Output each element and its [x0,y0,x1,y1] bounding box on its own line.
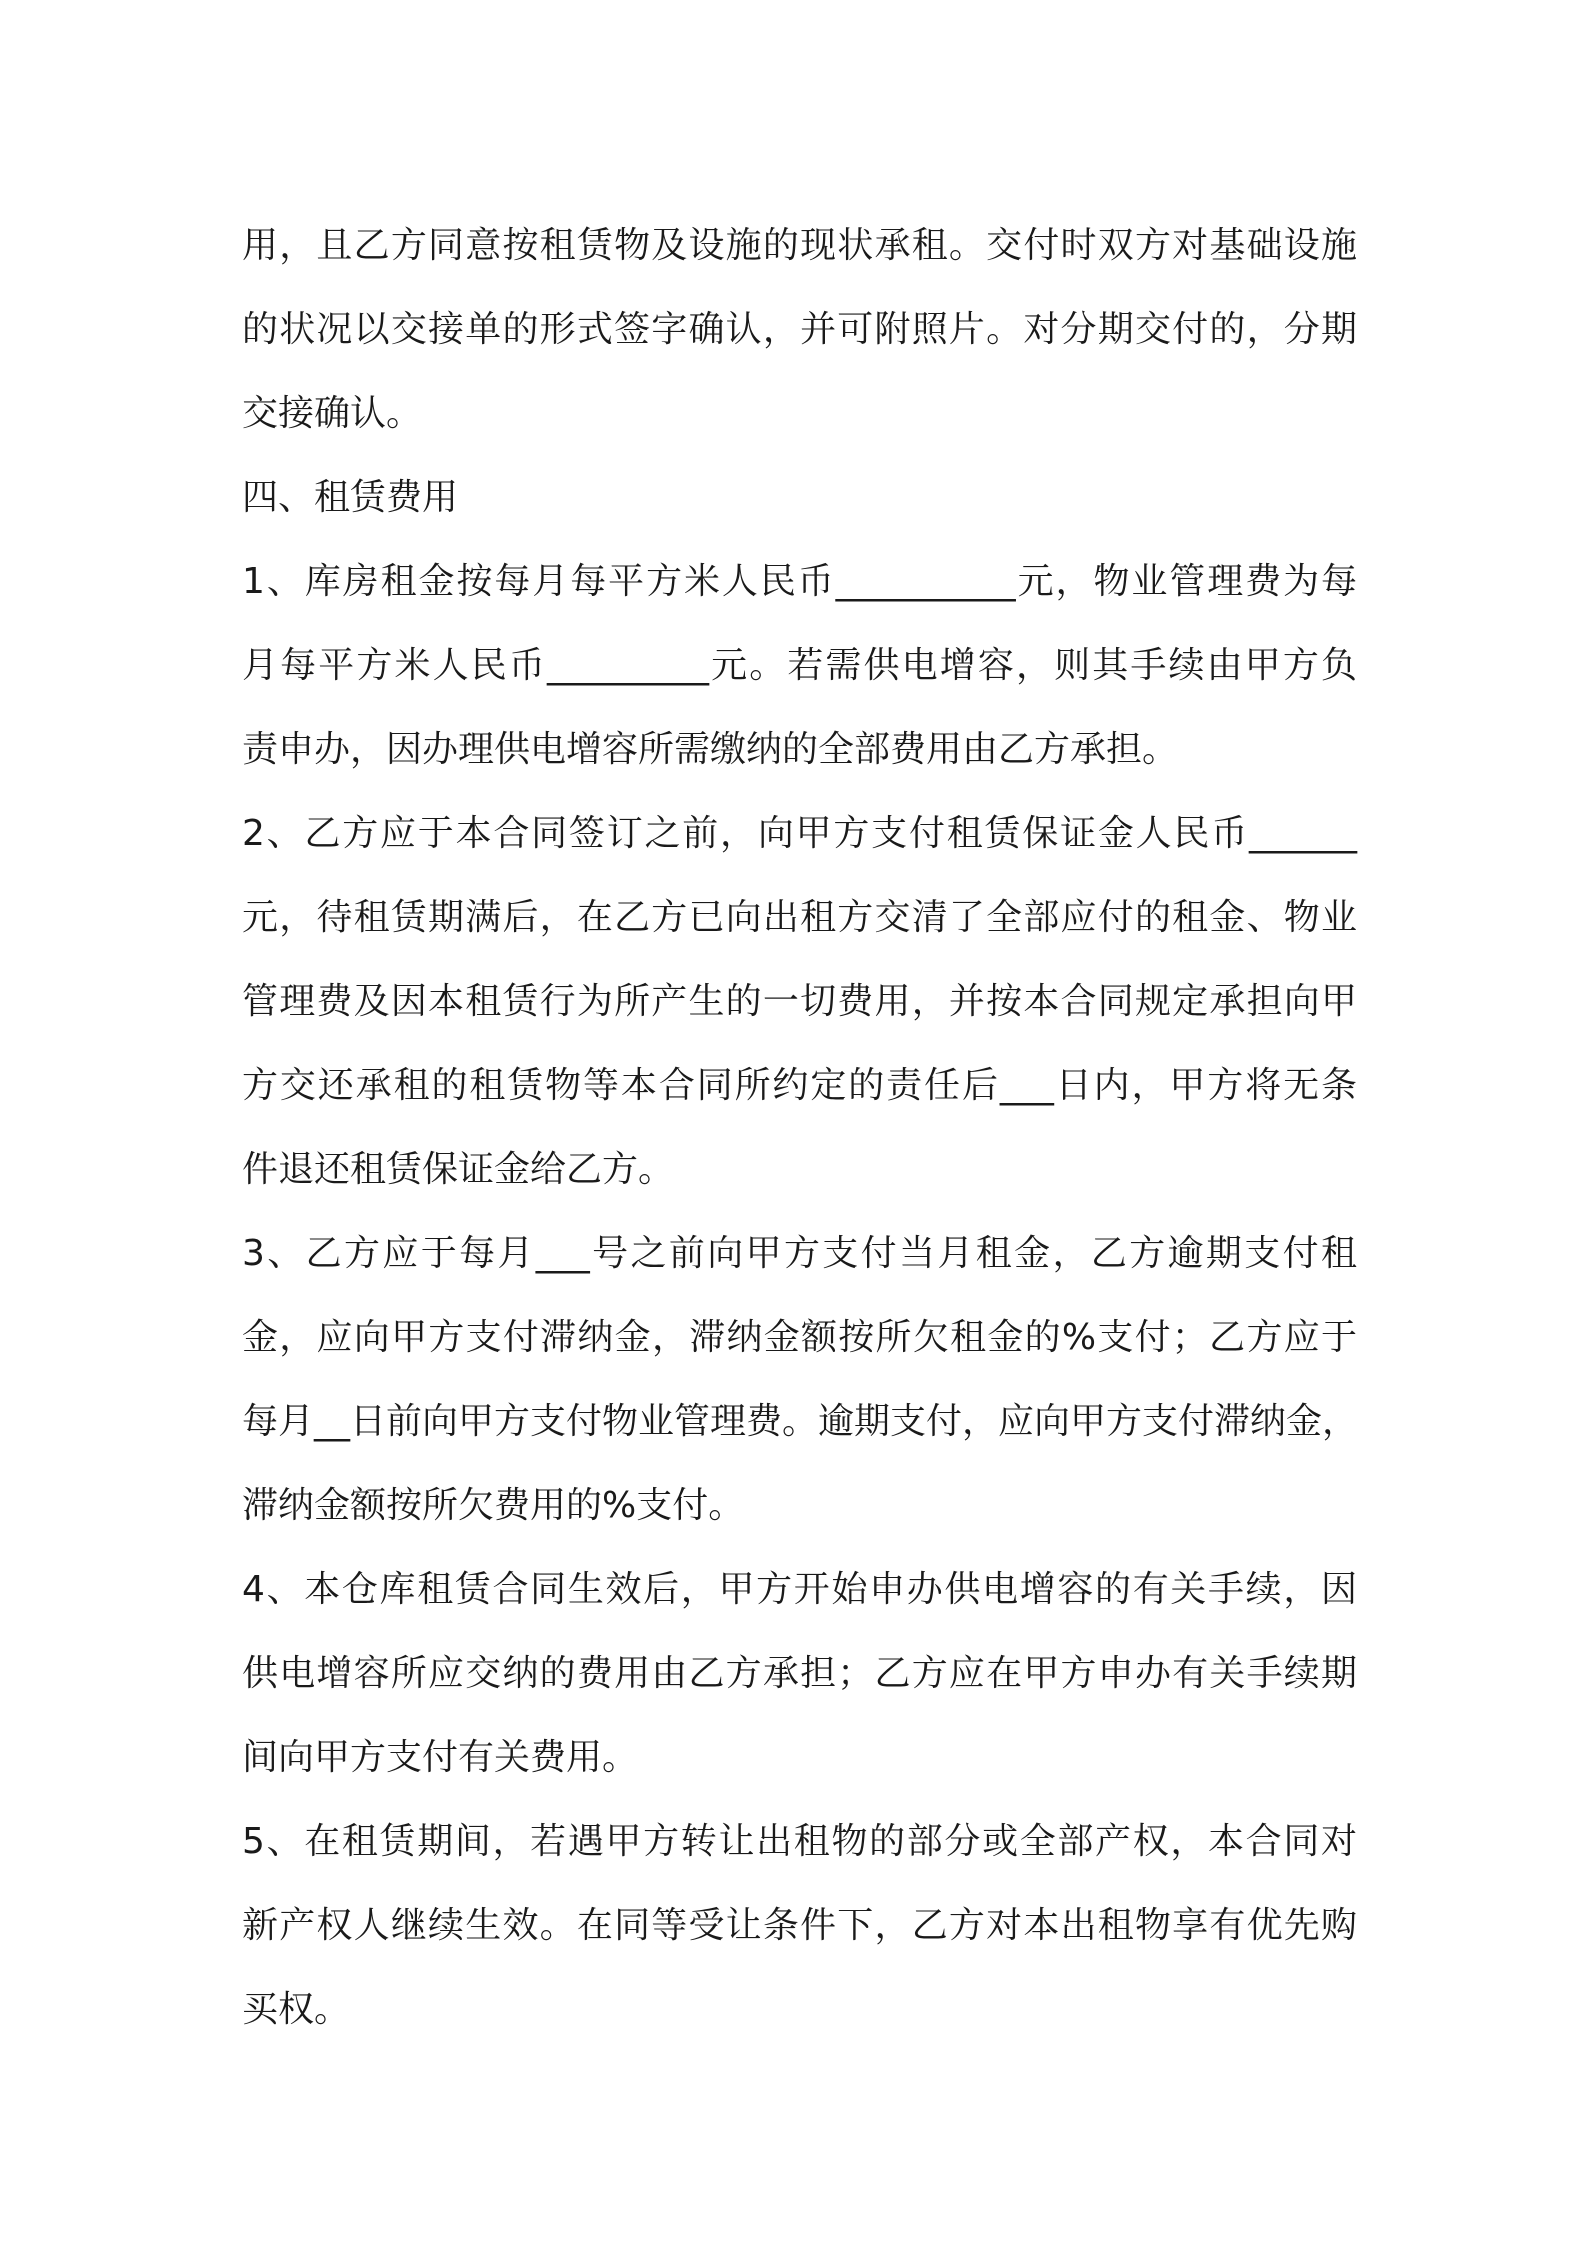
text-line: 每月__日前向甲方支付物业管理费。逾期支付，应向甲方支付滞纳金， [242,1401,1359,1442]
text-line: 新产权人继续生效。在同等受让条件下，乙方对本出租物享有优先购 [242,1905,1357,1946]
document-page [242,204,1357,2052]
clause-5 [242,1800,1357,2052]
text-line: 2、乙方应于本合同签订之前，向甲方支付租赁保证金人民币______ [242,813,1357,854]
text-line: 方交还承租的租赁物等本合同所约定的责任后___日内，甲方将无条 [242,1065,1357,1106]
text-line: 买权。 [242,1989,351,2030]
text-line: 用，且乙方同意按租赁物及设施的现状承租。交付时双方对基础设施 [242,225,1357,266]
text-line: 5、在租赁期间，若遇甲方转让出租物的部分或全部产权，本合同对 [242,1821,1357,1862]
section-heading [242,456,1357,540]
text-line: 月每平方米人民币_________元。若需供电增容，则其手续由甲方负 [242,645,1357,686]
text-line: 金，应向甲方支付滞纳金，滞纳金额按所欠租金的%支付；乙方应于 [242,1317,1357,1358]
text-line: 的状况以交接单的形式签字确认，并可附照片。对分期交付的，分期 [242,309,1357,350]
text-line: 1、库房租金按每月每平方米人民币__________元，物业管理费为每 [242,561,1357,602]
paragraph-continuation [242,204,1357,456]
text-line: 间向甲方支付有关费用。 [242,1737,639,1778]
text-line: 责申办，因办理供电增容所需缴纳的全部费用由乙方承担。 [242,729,1179,770]
text-line: 件退还租赁保证金给乙方。 [242,1149,675,1190]
text-line: 3、乙方应于每月___号之前向甲方支付当月租金，乙方逾期支付租 [242,1233,1357,1274]
clause-2 [242,792,1357,1212]
text-line: 供电增容所应交纳的费用由乙方承担；乙方应在甲方申办有关手续期 [242,1653,1357,1694]
section-heading-text: 四、租赁费用 [242,477,459,518]
clause-3 [242,1212,1357,1548]
text-line: 滞纳金额按所欠费用的%支付。 [242,1485,745,1526]
text-line: 管理费及因本租赁行为所产生的一切费用，并按本合同规定承担向甲 [242,981,1357,1022]
clause-4 [242,1548,1357,1800]
text-line: 元，待租赁期满后，在乙方已向出租方交清了全部应付的租金、物业 [242,897,1357,938]
text-line: 交接确认。 [242,393,423,434]
clause-1 [242,540,1357,792]
text-line: 4、本仓库租赁合同生效后，甲方开始申办供电增容的有关手续，因 [242,1569,1357,1610]
